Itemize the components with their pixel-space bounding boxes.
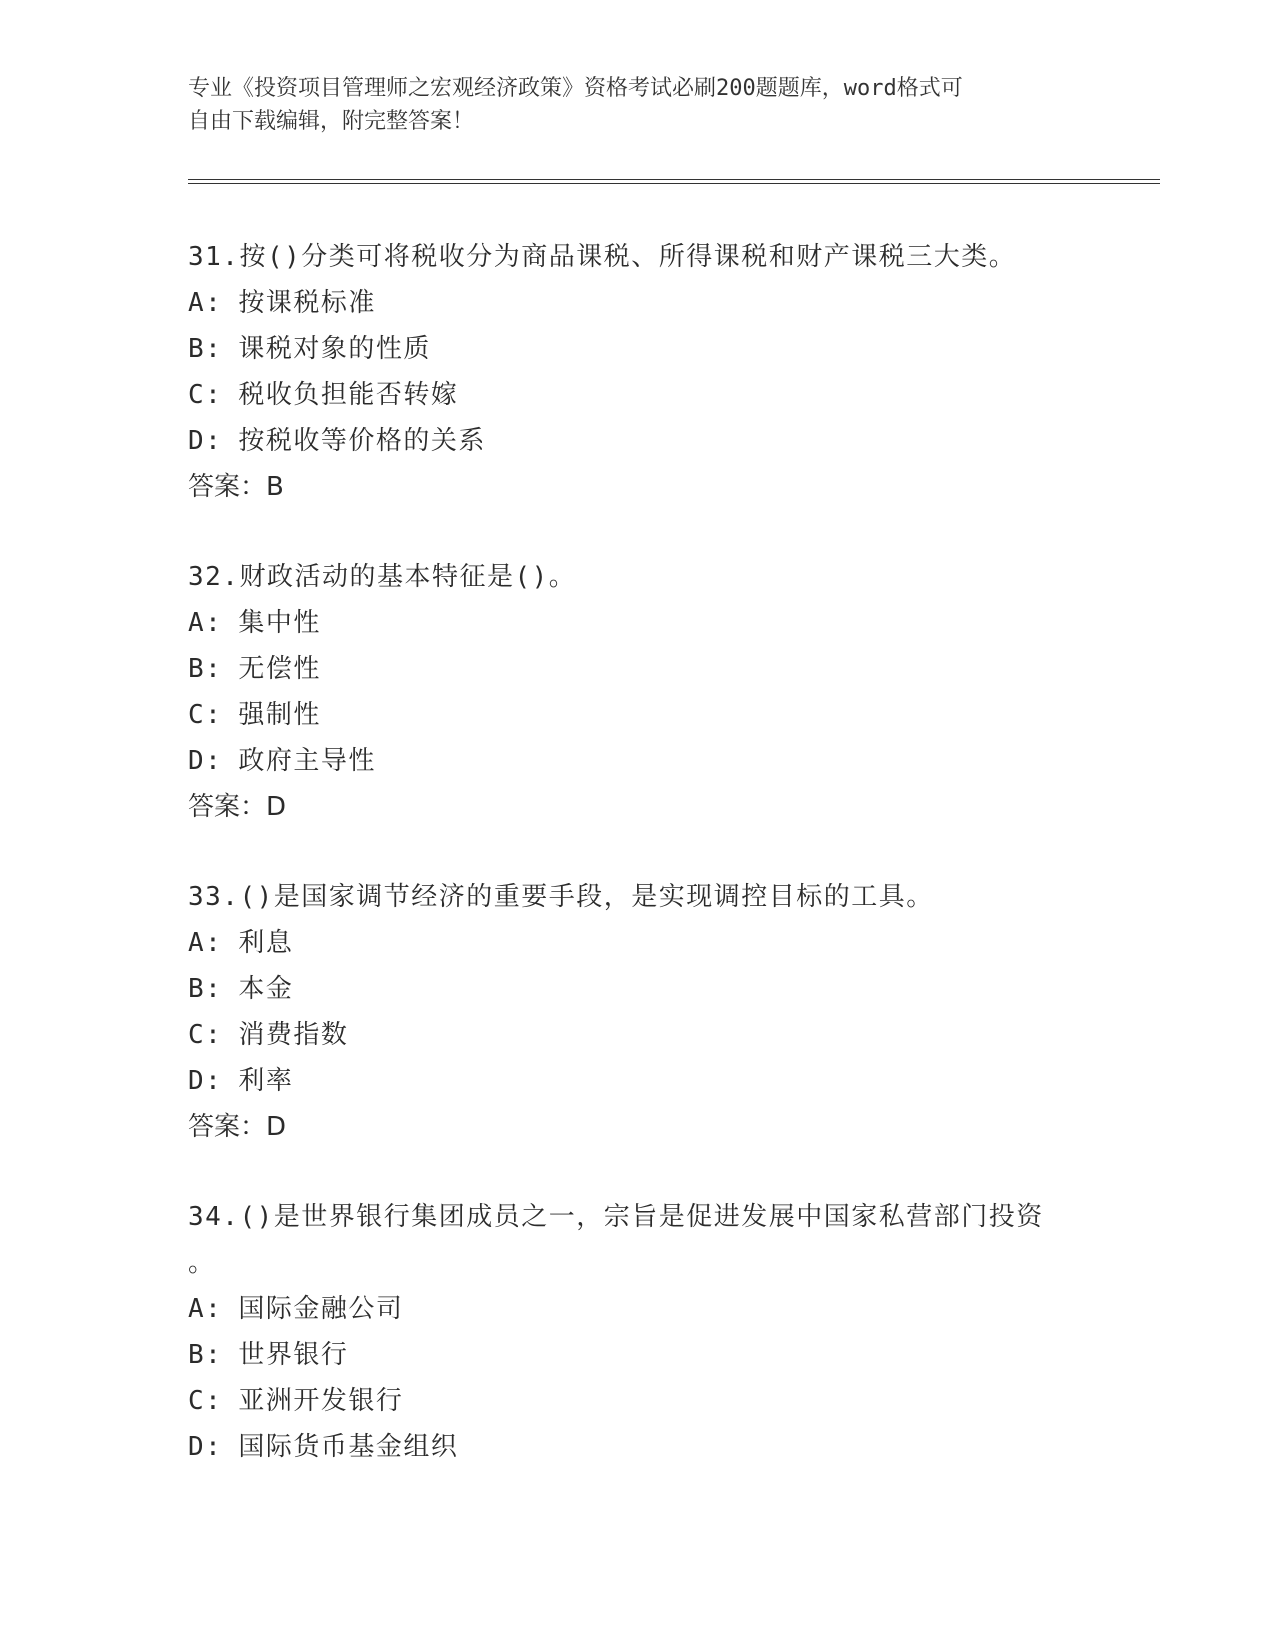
- header-rule-bottom: [188, 183, 1160, 184]
- question-list: [188, 234, 1168, 1514]
- option-text: 无偿性: [238, 654, 321, 684]
- option-text: 政府主导性: [238, 746, 376, 776]
- header-line-2: 自由下载编辑，附完整答案！: [188, 109, 475, 134]
- option-a: [188, 280, 1168, 326]
- option-letter: C:: [188, 1386, 223, 1416]
- option-text: 税收负担能否转嫁: [238, 380, 459, 410]
- option-d: [188, 738, 1168, 784]
- option-c: [188, 692, 1168, 738]
- option-d: [188, 418, 1168, 464]
- question-stem: 31.按()分类可将税收分为商品课税、所得课税和财产课税三大类。: [188, 242, 1017, 272]
- option-text: 消费指数: [238, 1020, 349, 1050]
- answer-line: 答案：D: [188, 1112, 287, 1142]
- answer-line: 答案：D: [188, 792, 287, 822]
- option-letter: B:: [188, 654, 223, 684]
- option-b: [188, 966, 1168, 1012]
- option-letter: A:: [188, 608, 223, 638]
- option-text: 国际货币基金组织: [238, 1432, 459, 1462]
- option-letter: C:: [188, 1020, 223, 1050]
- option-b: [188, 1332, 1168, 1378]
- header-rule-top: [188, 179, 1160, 180]
- option-text: 利率: [238, 1066, 294, 1096]
- option-letter: B:: [188, 1340, 223, 1370]
- option-letter: C:: [188, 700, 223, 730]
- option-a: [188, 600, 1168, 646]
- question-34: [188, 1194, 1168, 1470]
- header-line-1: 专业《投资项目管理师之宏观经济政策》资格考试必刷200题题库，word格式可: [188, 76, 963, 101]
- option-a: [188, 920, 1168, 966]
- option-text: 国际金融公司: [238, 1294, 404, 1324]
- option-text: 课税对象的性质: [238, 334, 431, 364]
- option-c: [188, 372, 1168, 418]
- option-letter: D:: [188, 1066, 223, 1096]
- option-letter: D:: [188, 426, 223, 456]
- option-text: 强制性: [238, 700, 321, 730]
- question-stem-line-2: 。: [188, 1248, 216, 1278]
- option-text: 利息: [238, 928, 294, 958]
- option-a: [188, 1286, 1168, 1332]
- option-d: [188, 1424, 1168, 1470]
- option-letter: A:: [188, 288, 223, 318]
- question-31: [188, 234, 1168, 510]
- option-d: [188, 1058, 1168, 1104]
- option-letter: A:: [188, 1294, 223, 1324]
- question-33: [188, 874, 1168, 1150]
- document-header: [188, 72, 1088, 138]
- option-letter: D:: [188, 746, 223, 776]
- option-b: [188, 326, 1168, 372]
- question-stem: 33.()是国家调节经济的重要手段，是实现调控目标的工具。: [188, 882, 934, 912]
- option-letter: B:: [188, 974, 223, 1004]
- option-letter: A:: [188, 928, 223, 958]
- option-c: [188, 1378, 1168, 1424]
- option-letter: D:: [188, 1432, 223, 1462]
- option-letter: C:: [188, 380, 223, 410]
- option-c: [188, 1012, 1168, 1058]
- question-stem: 32.财政活动的基本特征是()。: [188, 562, 577, 592]
- option-text: 本金: [238, 974, 294, 1004]
- option-letter: B:: [188, 334, 223, 364]
- option-b: [188, 646, 1168, 692]
- option-text: 按课税标准: [238, 288, 376, 318]
- question-32: [188, 554, 1168, 830]
- option-text: 亚洲开发银行: [238, 1386, 404, 1416]
- option-text: 集中性: [238, 608, 321, 638]
- option-text: 世界银行: [238, 1340, 349, 1370]
- option-text: 按税收等价格的关系: [238, 426, 486, 456]
- question-stem-line-1: 34.()是世界银行集团成员之一，宗旨是促进发展中国家私营部门投资: [188, 1202, 1044, 1232]
- answer-line: 答案：B: [188, 472, 284, 502]
